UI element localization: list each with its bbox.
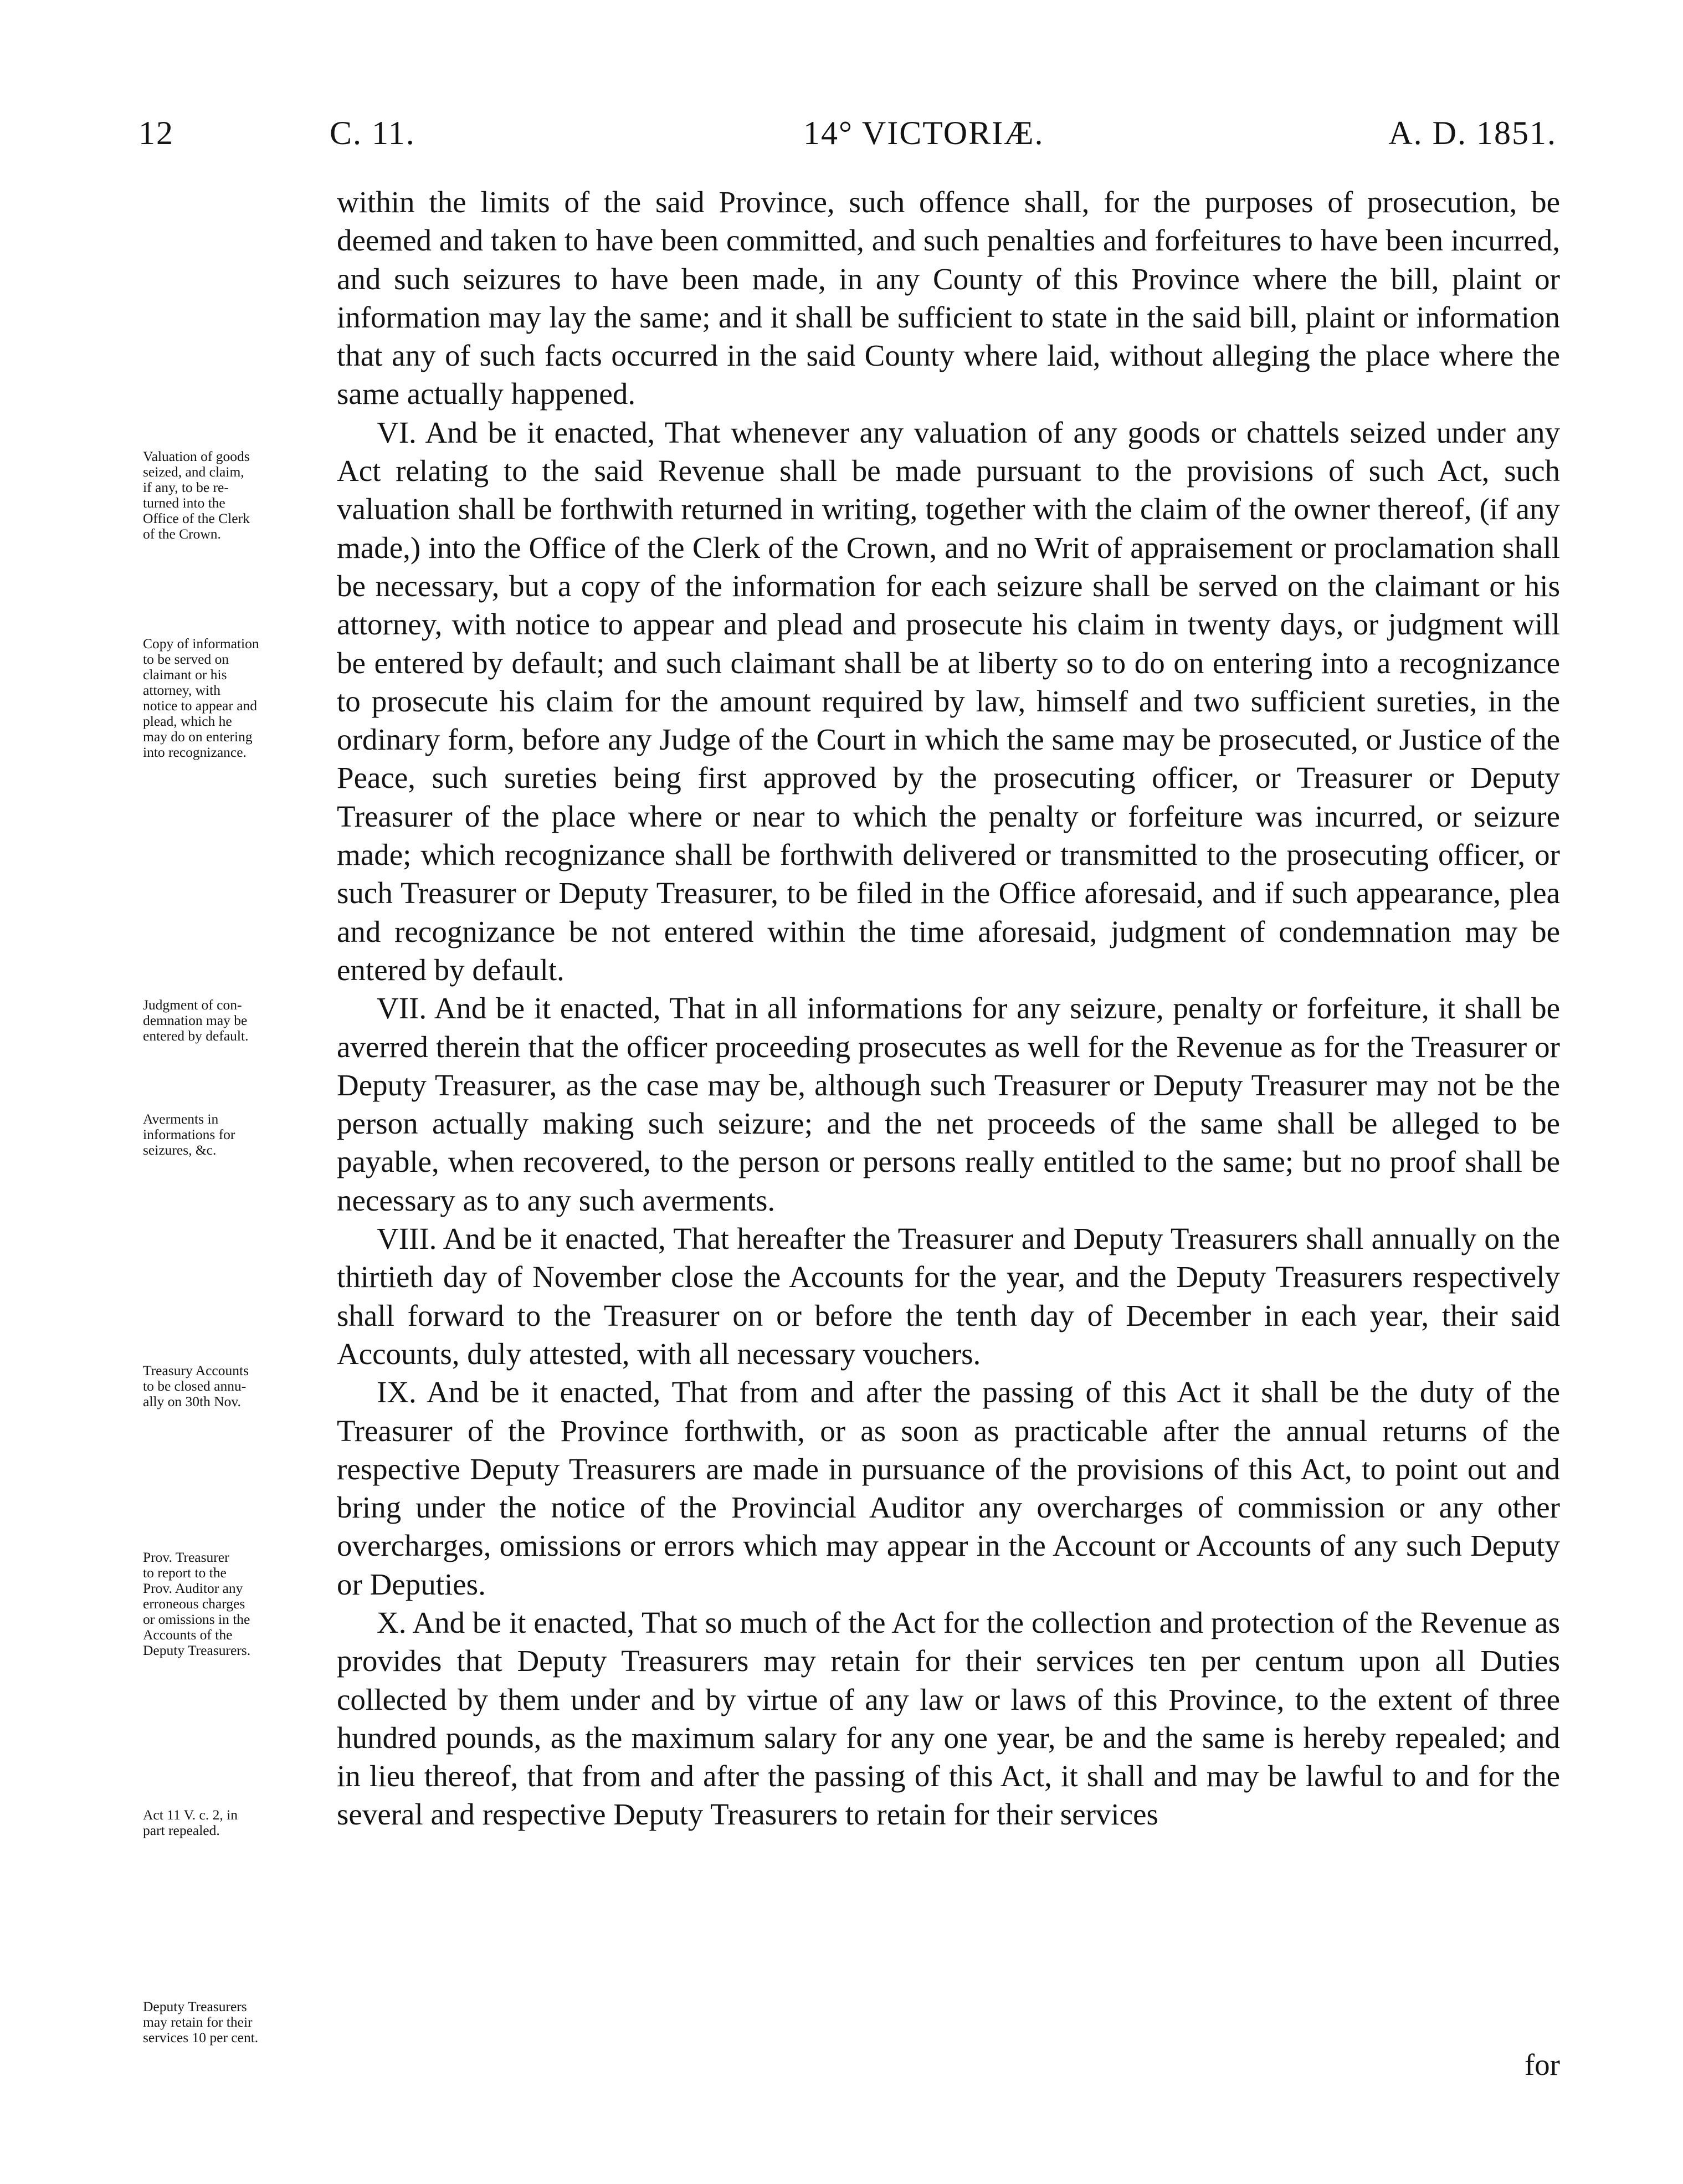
margin-note-averments: Averments in informations for seizures, &c. — [143, 1111, 235, 1158]
margin-note-judgment: Judgment of con- demnation may be entered by default. — [143, 997, 249, 1044]
paragraph-continuation: within the limits of the said Province, such offence shall, for the purposes of prosecution, be deemed and taken to have been committed, and such penalties and forfeitures to have been incurred, and such seizures to have been made, in any County of this Province where the bill, plaint or information may lay the same; and it shall be sufficient to state in the said bill, plaint or information that any of such facts occurred in the said County where laid, without alleging the place where the same actually happened. — [337, 185, 1560, 411]
margin-note-prov-treasurer: Prov. Treasurer to report to the Prov. Auditor any erroneous charges or omissions in the Accounts of the Deputy Treasurers. — [143, 1549, 251, 1658]
page-number: 12 — [138, 115, 174, 151]
margin-note-deputy-treasurers: Deputy Treasurers may retain for their services 10 per cent. — [143, 1998, 259, 2045]
margin-note-act-repealed: Act 11 V. c. 2, in part repealed. — [143, 1807, 238, 1838]
section-x: X. And be it enacted, That so much of the Act for the collection and protection of the Revenue as provides that Deputy Treasurers may retain for their services ten per centum upon all Duties collected by them under and by virtue of any law or laws of this Province, to the extent of three hundred pounds, as the maximum salary for any one year, be and the same is hereby repealed; and in lieu thereof, that from and after the passing of this Act, it shall and may be lawful to and for the several and respective Deputy Treasurers to retain for their services — [337, 1605, 1560, 1832]
margin-note-valuation: Valuation of goods seized, and claim, if any, to be re- turned into the Office of the Clerk of the Crown. — [143, 448, 250, 542]
margin-note-copy-of-information: Copy of information to be served on claimant or his attorney, with notice to appear and plead, which he may do on entering into recognizance. — [143, 635, 259, 760]
catchword: for — [1524, 2048, 1560, 2082]
body-text — [337, 183, 1560, 1834]
chapter-number: C. 11. — [330, 115, 415, 151]
margin-note-treasury-accounts: Treasury Accounts to be closed annu- ally on 30th Nov. — [143, 1362, 249, 1409]
page-header — [138, 111, 1557, 155]
running-title: 14° VICTORIÆ. — [803, 115, 1044, 151]
section-viii: VIII. And be it enacted, That hereafter the Treasurer and Deputy Treasurers shall annually on the thirtieth day of November close the Accounts for the year, and the Deputy Treasurers respectively shall forward to the Treasurer on or before the tenth day of December in each year, their said Accounts, duly attested, with all necessary vouchers. — [337, 1222, 1560, 1371]
section-vi: VI. And be it enacted, That whenever any valuation of any goods or chattels seized under any Act relating to the said Revenue shall be made pursuant to the provisions of such Act, such valuation shall be forthwith returned in writing, together with the claim of the owner thereof, (if any made,) into the Office of the Clerk of the Crown, and no Writ of appraisement or proclamation shall be necessary, but a copy of the information for each seizure shall be served on the claimant or his attorney, with notice to appear and plead and prosecute his claim in twenty days, or judgment will be entered by default; and such claimant shall be at liberty so to do on entering into a recognizance to prosecute his claim for the amount required by law, himself and two sufficient sureties, in the ordinary form, before any Judge of the Court in which the same may be prosecuted, or Justice of the Peace, such sureties being first approved by the prosecuting officer, or Treasurer or Deputy Treasurer of the place where or near to which the penalty or forfeiture was incurred, or seizure made; which recognizance shall be forthwith delivered or transmitted to the prosecuting officer, or such Treasurer or Deputy Treasurer, to be filed in the Office aforesaid, and if such appearance, plea and recognizance be not entered within the time aforesaid, judgment of condemnation may be entered by default. — [337, 415, 1560, 987]
year-label: A. D. 1851. — [1388, 115, 1557, 151]
section-ix: IX. And be it enacted, That from and after the passing of this Act it shall be the duty of the Treasurer of the Province forthwith, or as soon as practicable after the annual returns of the respective Deputy Treasurers are made in pursuance of the provisions of this Act, to point out and bring under the notice of the Provincial Auditor any overcharges of commission or any other overcharges, omissions or errors which may appear in the Account or Accounts of any such Deputy or Deputies. — [337, 1375, 1560, 1601]
section-vii: VII. And be it enacted, That in all informations for any seizure, penalty or forfeiture, it shall be averred therein that the officer proceeding prosecutes as well for the Revenue as for the Treasurer or Deputy Treasurer, as the case may be, although such Treasurer or Deputy Treasurer may not be the person actually making such seizure; and the net proceeds of the same shall be alleged to be payable, when recovered, to the person or persons really entitled to the same; but no proof shall be necessary as to any such averments. — [337, 991, 1560, 1217]
